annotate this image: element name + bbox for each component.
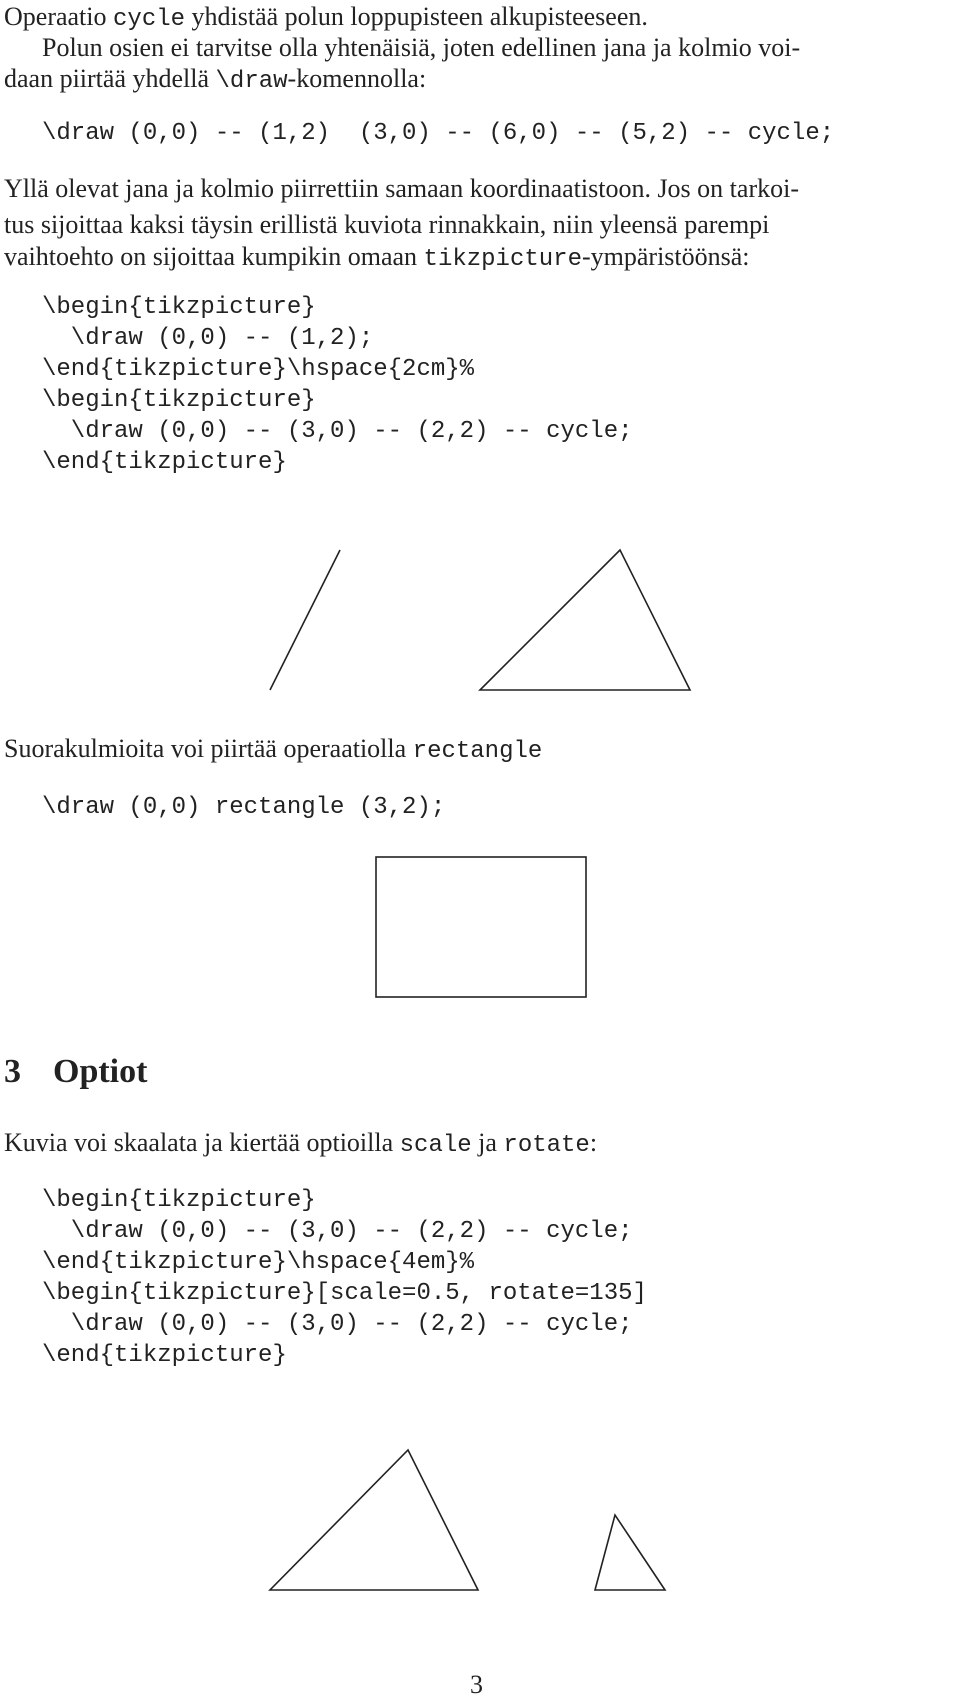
inline-code: rotate xyxy=(503,1132,590,1159)
paragraph-line xyxy=(4,1124,597,1165)
code-line: \draw (0,0) rectangle (3,2); xyxy=(42,794,446,821)
paragraph-line: tus sijoittaa kaksi täysin erillistä kuviota rinnakkain, niin yleensä parempi xyxy=(4,210,770,239)
text: : xyxy=(589,1128,598,1157)
code-line: \end{tikzpicture}\hspace{4em}% xyxy=(42,1249,475,1276)
figure-rectangle xyxy=(376,857,586,997)
text: -komennolla: xyxy=(287,64,427,93)
text: Operaatio xyxy=(4,2,114,31)
code-line: \draw (0,0) -- (1,2) (3,0) -- (6,0) -- (5,2) -- cycle; xyxy=(42,120,835,147)
code-line: \draw (0,0) -- (3,0) -- (2,2) -- cycle; xyxy=(42,418,633,445)
text: Kuvia voi skaalata ja kiertää optioilla xyxy=(4,1128,400,1157)
paragraph-line xyxy=(4,730,542,771)
figure-line-segment xyxy=(270,550,340,690)
code-line: \begin{tikzpicture} xyxy=(42,387,316,414)
code-line: \begin{tikzpicture} xyxy=(42,294,316,321)
text: yhdistää polun loppupisteen alkupisteeseen. xyxy=(185,2,648,31)
text: daan piirtää yhdellä xyxy=(4,64,216,93)
figure-triangle-large xyxy=(270,1450,478,1590)
inline-code: cycle xyxy=(113,6,186,33)
code-block xyxy=(42,792,445,823)
code-line: \end{tikzpicture}\hspace{2cm}% xyxy=(42,356,475,383)
code-line: \draw (0,0) -- (3,0) -- (2,2) -- cycle; xyxy=(42,1218,633,1245)
text: Suorakulmioita voi piirtää operaatiolla xyxy=(4,734,413,763)
code-line: \begin{tikzpicture}[scale=0.5, rotate=135] xyxy=(42,1280,647,1307)
section-number: 3 xyxy=(4,1053,21,1090)
inline-code: tikzpicture xyxy=(423,246,582,273)
section-title: Optiot xyxy=(53,1053,148,1090)
page-number: 3 xyxy=(470,1670,483,1699)
text: vaihtoehto on sijoittaa kumpikin omaan xyxy=(4,242,424,271)
figure-triangle xyxy=(480,550,690,690)
inline-code: scale xyxy=(399,1132,472,1159)
code-line: \draw (0,0) -- (1,2); xyxy=(42,325,374,352)
code-line: \begin{tikzpicture} xyxy=(42,1187,316,1214)
code-line: \end{tikzpicture} xyxy=(42,1342,287,1369)
figure-triangle-small xyxy=(595,1515,665,1590)
inline-code: rectangle xyxy=(412,738,543,765)
code-line: \draw (0,0) -- (3,0) -- (2,2) -- cycle; xyxy=(42,1311,633,1338)
code-block xyxy=(42,1185,647,1371)
text: ja xyxy=(471,1128,504,1157)
section-heading xyxy=(4,1053,147,1091)
inline-code: \draw xyxy=(215,68,288,95)
text: -ympäristöönsä: xyxy=(581,242,750,271)
code-line: \end{tikzpicture} xyxy=(42,449,287,476)
paragraph-line: Polun osien ei tarvitse olla yhtenäisiä, joten edellinen jana ja kolmio voi- xyxy=(42,33,801,62)
paragraph-line: Yllä olevat jana ja kolmio piirrettiin samaan koordinaatistoon. Jos on tarkoi- xyxy=(4,174,799,203)
